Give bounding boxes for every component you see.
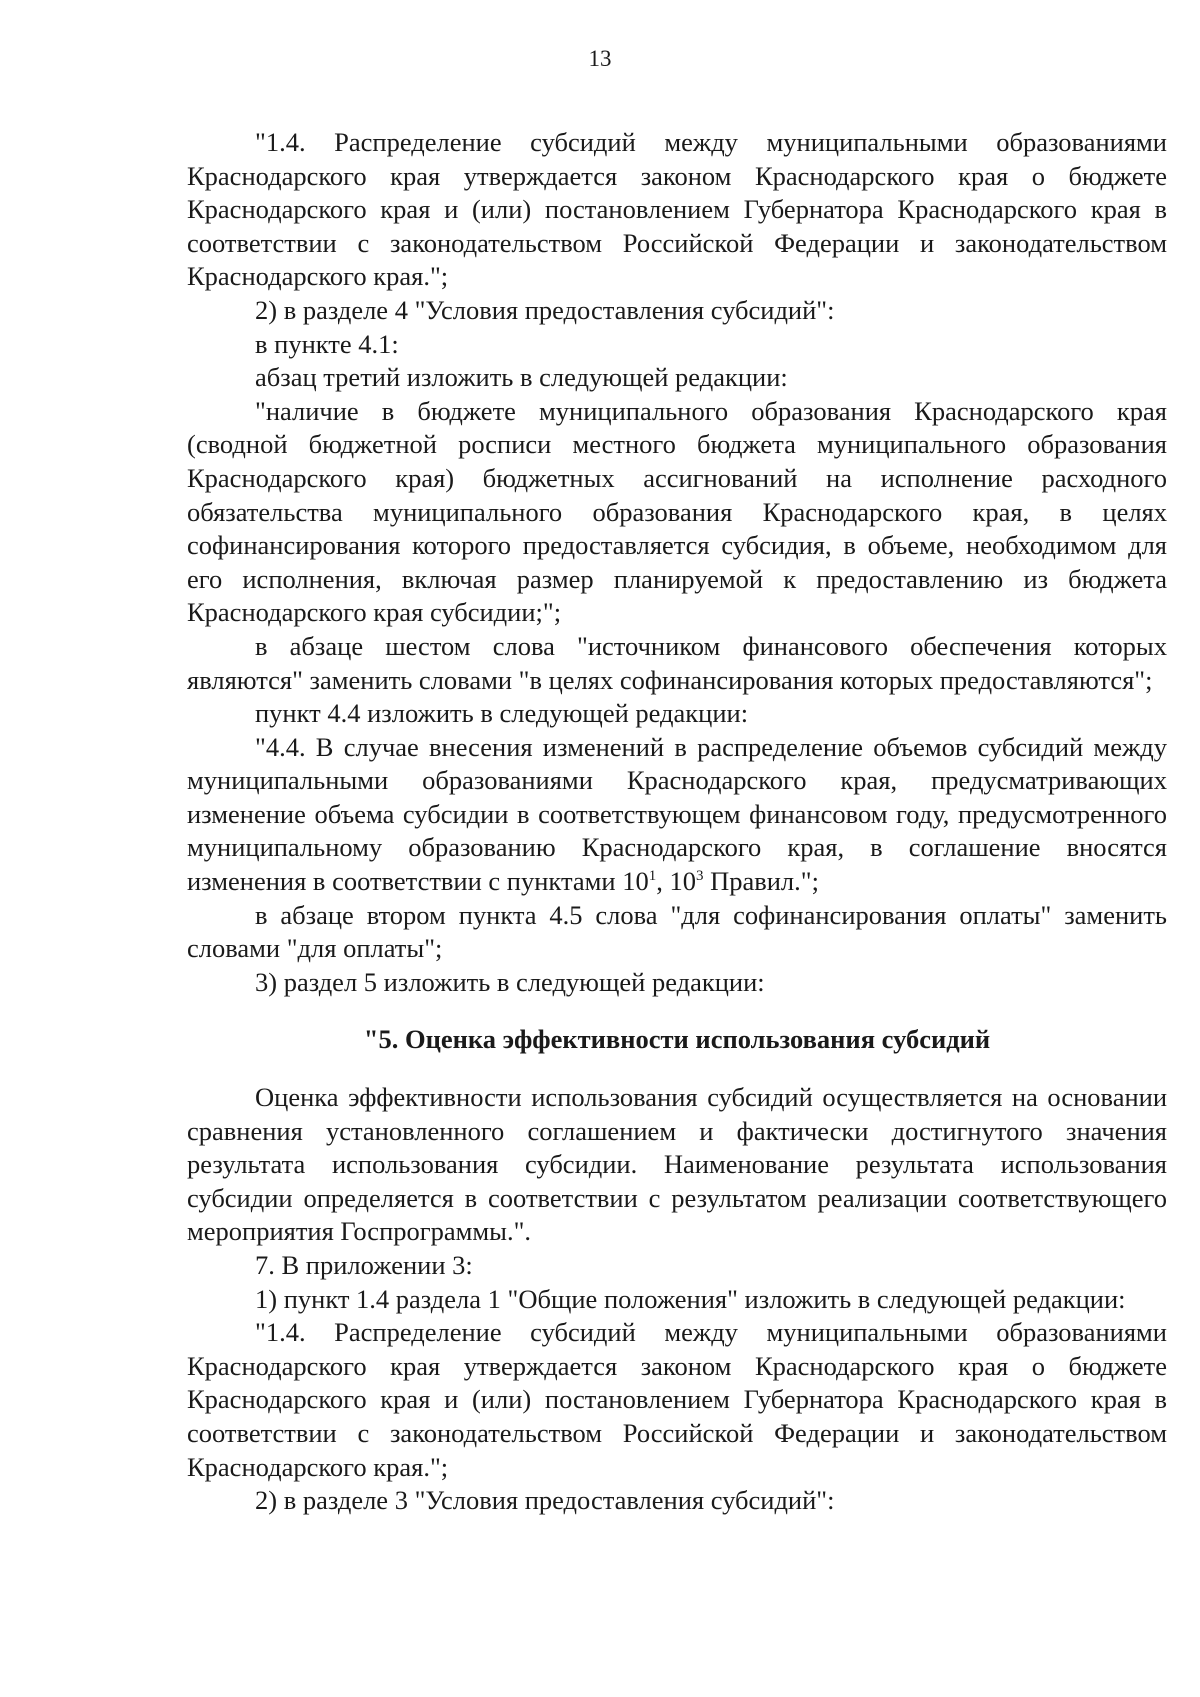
- paragraph: 2) в разделе 4 "Условия предоставления субсидий":: [255, 294, 835, 325]
- paragraph: в пункте 4.1:: [255, 328, 399, 359]
- paragraph-4-4-tail: Правил.";: [703, 866, 819, 897]
- paragraph: в абзаце шестом слова "источником финансового обеспечения которых являются" заменить словами "в целях софинансирования которых предоставляются";: [187, 630, 1167, 695]
- paragraph-4-4: [187, 731, 1167, 899]
- paragraph: 1) пункт 1.4 раздела 1 "Общие положения" изложить в следующей редакции:: [255, 1283, 1126, 1314]
- paragraph: "1.4. Распределение субсидий между муниципальными образованиями Краснодарского края утверждается законом Краснодарского края о бюджете Краснодарского края и (или) постановлением Губернатора Краснодарского края в соответствии с законодательством Российской Федерации и законодательством Краснодарского края.";: [187, 127, 1167, 292]
- paragraph: 3) раздел 5 изложить в следующей редакции:: [255, 966, 765, 997]
- paragraph: 2) в разделе 3 "Условия предоставления субсидий":: [255, 1485, 835, 1516]
- paragraph: пункт 4.4 изложить в следующей редакции:: [255, 698, 749, 729]
- superscript: 1: [648, 868, 657, 885]
- paragraph-4-4-middle: , 10: [656, 866, 696, 897]
- paragraph: 7. В приложении 3:: [255, 1250, 473, 1280]
- paragraph: абзац третий изложить в следующей редакции:: [255, 362, 788, 393]
- section-heading: "5. Оценка эффективности использования субсидий: [363, 1024, 991, 1055]
- paragraph-4-4-main: "4.4. В случае внесения изменений в распределение объемов субсидий между муниципальными образованиями Краснодарского края, предусматривающих изменение объема субсидии в соответствующем финансовом году, предусмотренного муниципальному образованию Краснодарского края, в соглашение вносятся изменения в соответствии с пунктами 10: [187, 731, 1167, 897]
- paragraph: "1.4. Распределение субсидий между муниципальными образованиями Краснодарского края утверждается законом Краснодарского края о бюджете Краснодарского края и (или) постановлением Губернатора Краснодарского края в соответствии с законодательством Российской Федерации и законодательством Краснодарского края.";: [187, 1317, 1167, 1482]
- page-number: 13: [588, 46, 612, 71]
- superscript: 3: [695, 868, 704, 885]
- document-body: [187, 126, 1167, 1518]
- paragraph: Оценка эффективности использования субсидий осуществляется на основании сравнения установленного соглашением и фактически достигнутого значения результата использования субсидии. Наименование результата использования субсидии определяется в соответствии с результатом реализации соответствующего мероприятия Госпрограммы.".: [187, 1082, 1167, 1247]
- paragraph: в абзаце втором пункта 4.5 слова "для софинансирования оплаты" заменить словами "для оплаты";: [187, 899, 1167, 964]
- paragraph: "наличие в бюджете муниципального образования Краснодарского края (сводной бюджетной росписи местного бюджета муниципального образования Краснодарского края) бюджетных ассигнований на исполнение расходного обязательства муниципального образования Краснодарского края, в целях софинансирования которого предоставляется субсидия, в объеме, необходимом для его исполнения, включая размер планируемой к предоставлению из бюджета Краснодарского края субсидии;";: [187, 395, 1167, 628]
